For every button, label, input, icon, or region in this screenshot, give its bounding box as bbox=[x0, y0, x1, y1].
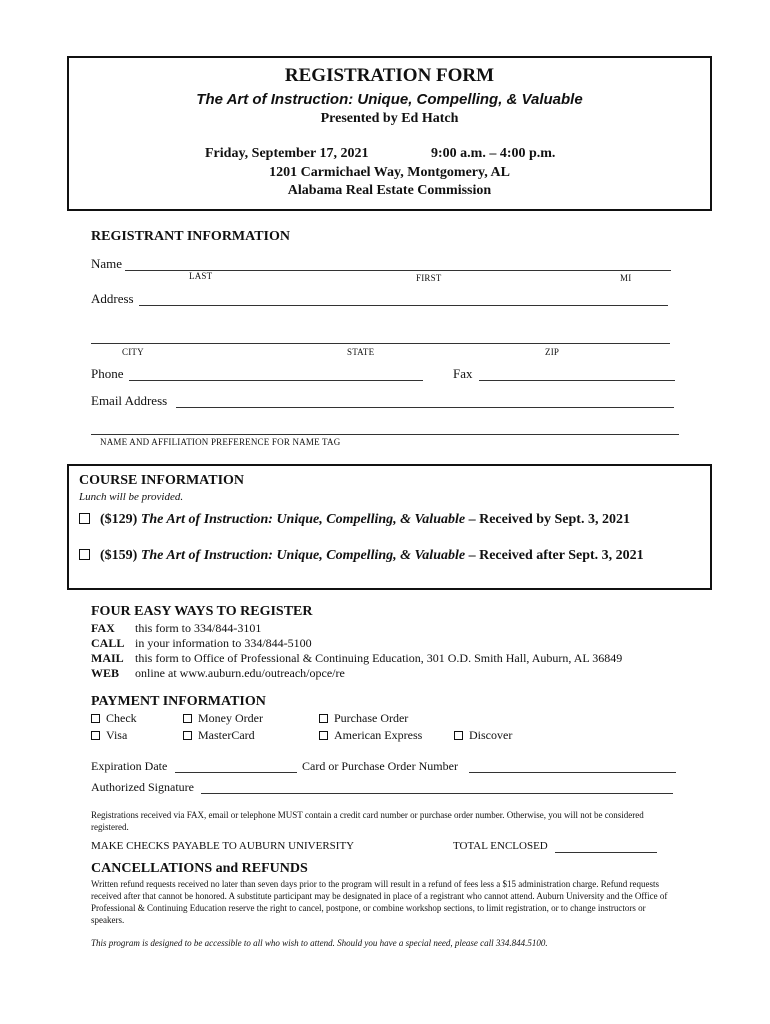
address-field[interactable] bbox=[139, 305, 668, 306]
address-label: Address bbox=[91, 291, 134, 306]
checkbox-icon[interactable] bbox=[454, 731, 463, 740]
option-2-price: ($159) bbox=[100, 548, 138, 563]
email-label: Email Address bbox=[91, 393, 168, 408]
city-state-zip-field[interactable] bbox=[91, 343, 670, 344]
expiration-field[interactable] bbox=[175, 772, 297, 773]
nametag-field[interactable] bbox=[91, 434, 679, 435]
event-date: Friday, September 17, 2021 bbox=[205, 146, 369, 161]
event-time: 9:00 a.m. – 4:00 p.m. bbox=[431, 146, 556, 161]
card-po-label: Card or Purchase Order Number bbox=[302, 759, 458, 773]
cancel-body: Written refund requests received no later than seven days prior to the program will result in a refund of fees less a $15 administration charge. Refund requests received after that cannot be honored. A substitute participant may be designated in place of a registrant who cannot attend. Auburn University and the Office of Professional & Continuing Education reserve the right to cancel, postpone, or combine workshop sections, to limit registration, or to change instructors or speakers. bbox=[91, 879, 668, 925]
registrant-heading: REGISTRANT INFORMATION bbox=[91, 229, 291, 244]
form-title: REGISTRATION FORM bbox=[284, 65, 495, 86]
nametag-caption: NAME AND AFFILIATION PREFERENCE FOR NAME TAG bbox=[100, 437, 341, 447]
presenter: Presented by Ed Hatch bbox=[320, 111, 459, 126]
email-field[interactable] bbox=[176, 407, 674, 408]
option-2-deadline: – Received after Sept. 3, 2021 bbox=[468, 548, 644, 563]
ways-heading: FOUR EASY WAYS TO REGISTER bbox=[91, 604, 313, 619]
option-1-title: The Art of Instruction: Unique, Compelling, & Valuable bbox=[140, 512, 466, 527]
phone-label: Phone bbox=[91, 366, 124, 381]
course-heading: COURSE INFORMATION bbox=[79, 473, 245, 488]
pay-mastercard[interactable]: MasterCard bbox=[183, 728, 255, 743]
way-call: CALL in your information to 334/844-5100 bbox=[91, 636, 312, 650]
expiration-label: Expiration Date bbox=[91, 759, 168, 773]
state-caption: STATE bbox=[347, 347, 375, 357]
registration-notice: Registrations received via FAX, email or telephone MUST contain a credit card number or purchase order number. Otherwise, you will not be considered registered. bbox=[91, 810, 644, 832]
city-caption: CITY bbox=[122, 347, 144, 357]
fax-label: Fax bbox=[453, 366, 473, 381]
pay-amex[interactable]: American Express bbox=[319, 728, 422, 743]
checkbox-icon[interactable] bbox=[319, 731, 328, 740]
cancel-heading: CANCELLATIONS and REFUNDS bbox=[91, 861, 308, 876]
pay-check[interactable]: Check bbox=[91, 711, 137, 726]
way-web: WEB online at www.auburn.edu/outreach/opce/re bbox=[91, 666, 345, 680]
option-1-price: ($129) bbox=[100, 512, 138, 527]
signature-field[interactable] bbox=[201, 793, 673, 794]
checkbox-icon[interactable] bbox=[183, 714, 192, 723]
accessibility-note: This program is designed to be accessible to all who wish to attend. Should you have a special need, please call 334.844.5100. bbox=[91, 938, 548, 948]
option-2-title: The Art of Instruction: Unique, Compelling, & Valuable bbox=[140, 548, 466, 563]
last-caption: LAST bbox=[189, 271, 213, 281]
signature-label: Authorized Signature bbox=[91, 780, 194, 794]
event-venue: Alabama Real Estate Commission bbox=[287, 183, 492, 198]
first-caption: FIRST bbox=[416, 273, 442, 283]
event-address: 1201 Carmichael Way, Montgomery, AL bbox=[269, 165, 510, 180]
phone-field[interactable] bbox=[129, 380, 423, 381]
checkbox-icon[interactable] bbox=[183, 731, 192, 740]
way-fax: FAX this form to 334/844-3101 bbox=[91, 621, 262, 635]
zip-caption: ZIP bbox=[545, 347, 560, 357]
way-mail: MAIL this form to Office of Professional & Continuing Education, 301 O.D. Smith Hall, Auburn, AL 36849 bbox=[91, 651, 623, 665]
pay-visa[interactable]: Visa bbox=[91, 728, 127, 743]
payment-heading: PAYMENT INFORMATION bbox=[91, 694, 266, 709]
form-subtitle: The Art of Instruction: Unique, Compelling, & Valuable bbox=[196, 91, 583, 108]
checkbox-icon[interactable] bbox=[91, 731, 100, 740]
card-po-field[interactable] bbox=[469, 772, 676, 773]
ways-list bbox=[91, 621, 622, 681]
pay-discover[interactable]: Discover bbox=[454, 728, 512, 743]
payable-note: MAKE CHECKS PAYABLE TO AUBURN UNIVERSITY bbox=[91, 840, 355, 852]
course-option-2[interactable] bbox=[79, 548, 644, 564]
total-field[interactable] bbox=[555, 852, 657, 853]
course-option-1[interactable] bbox=[79, 512, 630, 528]
checkbox-icon[interactable] bbox=[91, 714, 100, 723]
checkbox-icon[interactable] bbox=[79, 549, 90, 560]
option-1-deadline: – Received by Sept. 3, 2021 bbox=[468, 512, 630, 527]
name-label: Name bbox=[91, 256, 123, 271]
mi-caption: MI bbox=[620, 273, 632, 283]
fax-field[interactable] bbox=[479, 380, 675, 381]
checkbox-icon[interactable] bbox=[79, 513, 90, 524]
checkbox-icon[interactable] bbox=[319, 714, 328, 723]
pay-money-order[interactable]: Money Order bbox=[183, 711, 263, 726]
pay-purchase-order[interactable]: Purchase Order bbox=[319, 711, 408, 726]
lunch-note: Lunch will be provided. bbox=[79, 491, 184, 503]
total-label: TOTAL ENCLOSED bbox=[453, 840, 548, 852]
